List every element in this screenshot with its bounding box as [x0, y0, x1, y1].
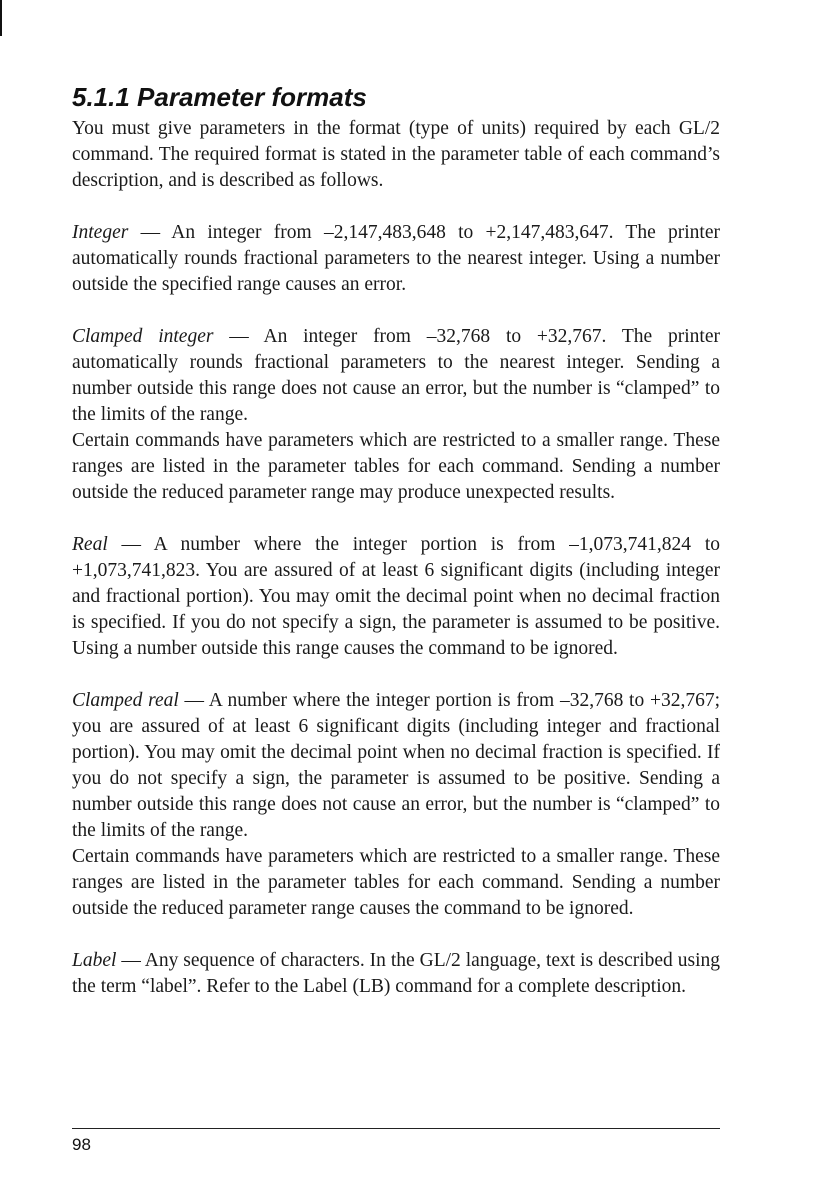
intro-paragraph: You must give parameters in the format (type of units) required by each GL/2 command. The required format is stated in the parameter table of each command’s description, and is described as follows.	[72, 118, 720, 191]
clamped-integer-text: — An integer from –32,768 to +32,767. The printer automatically rounds fractional parameters to the nearest integer. Sending a number outside this range does not cause an error, but the number is “clamped” to the limits of the range.	[72, 326, 720, 425]
real-text: — A number where the integer portion is from –1,073,741,824 to +1,073,741,823. You are assured of at least 6 significant digits (including integer and fractional portion). You may omit the decimal point when no decimal fraction is specified. If you do not specify a sign, the parameter is assumed to be positive. Using a number outside this range causes the command to be ignored.	[72, 534, 720, 659]
clamped-integer-definition	[72, 324, 720, 428]
margin-mark	[0, 0, 2, 36]
label-text: — Any sequence of characters. In the GL/2 language, text is described using the term “label”. Refer to the Label (LB) command for a complete description.	[72, 950, 720, 997]
real-term: Real	[72, 534, 108, 555]
clamped-integer-note: Certain commands have parameters which are restricted to a smaller range. These ranges are listed in the parameter tables for each command. Sending a number outside the reduced parameter range may produce unexpected results.	[72, 430, 720, 503]
clamped-real-term: Clamped real	[72, 690, 179, 711]
clamped-integer-term: Clamped integer	[72, 326, 214, 347]
label-term: Label	[72, 950, 117, 971]
clamped-real-definition	[72, 688, 720, 844]
clamped-real-text: — A number where the integer portion is from –32,768 to +32,767; you are assured of at least 6 significant digits (including integer and fractional portion). You may omit the decimal point when no decimal fraction is specified. If you do not specify a sign, the parameter is assumed to be positive. Sending a number outside this range does not cause an error, but the number is “clamped” to the limits of the range.	[72, 690, 720, 841]
integer-text: — An integer from –2,147,483,648 to +2,147,483,647. The printer automatically rounds fractional parameters to the nearest integer. Using a number outside the specified range causes an error.	[72, 222, 720, 295]
section-heading: 5.1.1 Parameter formats	[72, 82, 367, 112]
integer-term: Integer	[72, 222, 129, 243]
footer-rule	[72, 1128, 720, 1129]
clamped-real-note: Certain commands have parameters which are restricted to a smaller range. These ranges are listed in the parameter tables for each command. Sending a number outside the reduced parameter range causes the command to be ignored.	[72, 846, 720, 919]
integer-definition	[72, 220, 720, 298]
real-definition	[72, 532, 720, 662]
page-number: 98	[72, 1135, 91, 1154]
section-body	[72, 116, 720, 1026]
label-definition	[72, 948, 720, 1000]
